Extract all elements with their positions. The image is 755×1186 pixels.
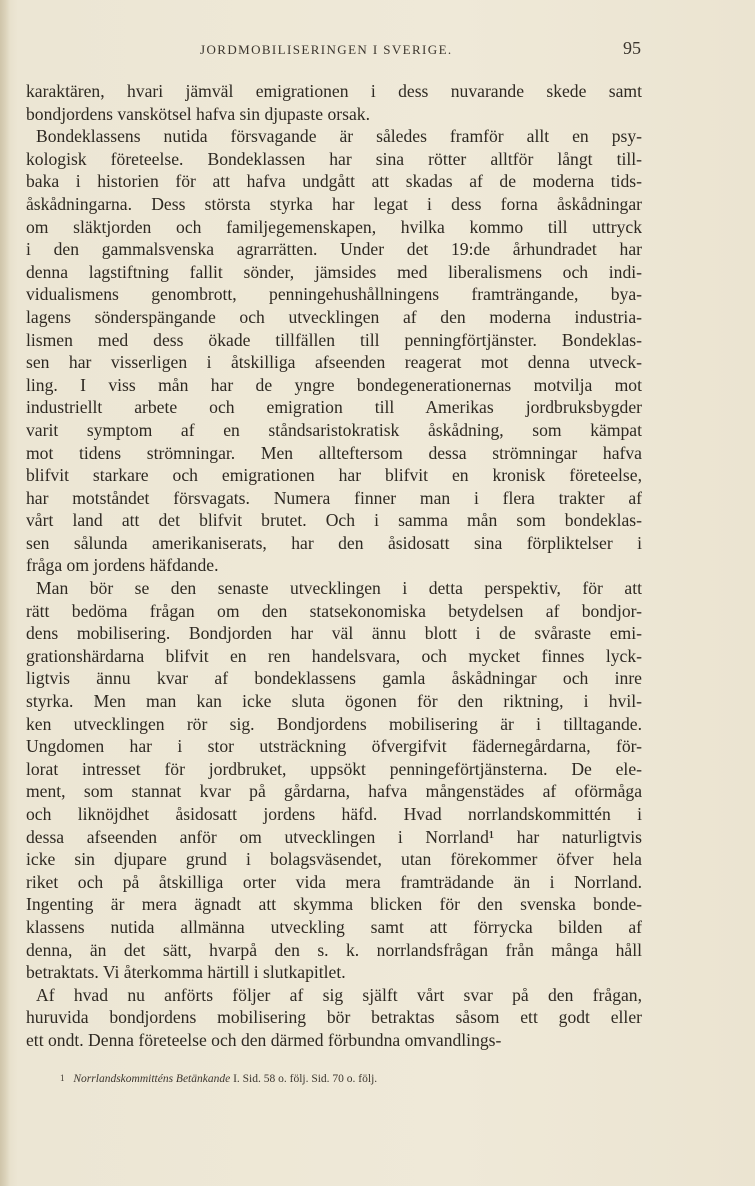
text-line: styrka. Men man kan icke sluta ögonen för den riktning, i hvil- — [26, 691, 642, 712]
text-line: om släktjorden och familjegemenskapen, hvilka kommo till uttryck — [26, 216, 642, 237]
text-line: industriellt arbete och emigration till Amerikas jordbruksbygder — [26, 397, 642, 418]
text-line: kologisk företeelse. Bondeklassen har sina rötter alltför långt till- — [26, 148, 642, 169]
text-line: åskådningarna. Dess största styrka har legat i dess forna åskådningar — [26, 193, 642, 214]
text-line: lagens sönderspängande och utvecklingen af den moderna industria- — [26, 306, 642, 327]
text-line: ling. I viss mån har de yngre bondegenerationernas motvilja mot — [26, 374, 642, 395]
text-line: bondjordens vanskötsel hafva sin djupaste orsak. — [26, 103, 370, 124]
text-line: vårt land att det blifvit brutet. Och i samma mån som bondeklas- — [26, 510, 642, 531]
text-line: vidualismens genombrott, penningehushållningens framträngande, bya- — [26, 284, 642, 305]
text-line: lorat intresset för jordbruket, uppsökt penningeförtjänsterna. De ele- — [26, 758, 642, 779]
footnote-reference: I. Sid. 58 o. följ. Sid. 70 o. följ. — [233, 1073, 378, 1085]
text-line: riket och på åtskilliga orter vida mera framträdande än i Norrland. — [26, 871, 642, 892]
text-line: Ingenting är mera ägnadt att skymma blicken för den svenska bonde- — [26, 894, 642, 915]
running-head: JORDMOBILISERINGEN I SVERIGE. — [200, 42, 453, 57]
text-line: baka i historien för att hafva undgått att skadas af de moderna tids- — [26, 171, 642, 192]
text-line: huruvida bondjordens mobilisering bör betraktas såsom ett godt eller — [26, 1007, 642, 1028]
footnote-marker: 1 — [60, 1073, 65, 1083]
text-line: och liknöjdhet åsidosatt jordens häfd. Hvad norrlandskommittén i — [26, 804, 642, 824]
text-line: i den gammalsvenska agrarrätten. Under det 19:de århundradet har — [26, 239, 642, 260]
text-line: mot tidens strömningar. Men allteftersom dessa strömningar hafva — [26, 442, 642, 463]
text-line: icke sin djupare grund i bolagsväsendet, utan förekommer öfver hela — [26, 849, 642, 870]
text-line: Af hvad nu anförts följer af sig själft vårt svar på den frågan, — [36, 984, 642, 1005]
footnote-title: Norrlandskommitténs Betänkande — [73, 1073, 231, 1085]
text-line: klassens nutida allmänna utveckling samt att förrycka bilden af — [26, 916, 642, 937]
text-line: denna lagstiftning fallit sönder, jämsides med liberalismens och indi- — [26, 261, 642, 282]
text-line: blifvit starkare och emigrationen har blifvit en kronisk företeelse, — [26, 465, 642, 486]
text-line: ett ondt. Denna företeelse och den därmed förbundna omvandlings- — [26, 1029, 502, 1050]
body-text — [26, 80, 642, 1052]
text-line: denna, än det sätt, hvarpå den s. k. norrlandsfrågan från många håll — [26, 939, 642, 960]
text-line: rätt bedöma frågan om den statsekonomiska betydelsen af bondjor- — [26, 600, 642, 621]
page-header — [0, 38, 755, 62]
text-line: karaktären, hvari jämväl emigrationen i dess nuvarande skede samt — [26, 81, 642, 101]
text-line: ligtvis ännu kvar af bondeklassens gamla åskådningar och inre — [26, 668, 642, 689]
text-line: grationshärdarna blifvit en ren handelsvara, och mycket finnes lyck- — [26, 645, 642, 666]
text-line: betraktats. Vi återkomma härtill i slutkapitlet. — [26, 962, 346, 983]
text-line: sen sålunda amerikaniserats, har den åsidosatt sina förpliktelser i — [26, 532, 642, 553]
text-line: Man bör se den senaste utvecklingen i detta perspektiv, för att — [36, 578, 642, 599]
text-line: dens mobilisering. Bondjorden har väl ännu blott i de svåraste emi- — [26, 623, 642, 644]
binding-shadow — [0, 0, 10, 1186]
text-line: dessa afseenden anför om utvecklingen i Norrland¹ har naturligtvis — [26, 826, 642, 847]
text-line: sen har visserligen i åtskilliga afseenden reagerat mot denna utveck- — [26, 352, 642, 373]
text-line: Ungdomen har i stor utsträckning öfvergifvit fädernegårdarna, för- — [26, 736, 642, 757]
text-line: fråga om jordens häfdande. — [26, 555, 219, 576]
text-line: varit symptom af en ståndsaristokratisk åskådning, som kämpat — [26, 419, 642, 440]
text-line: Bondeklassens nutida försvagande är således framför allt en psy- — [36, 126, 642, 147]
footnote — [60, 1073, 377, 1085]
text-line: lismen med dess ökade tillfällen till penningförtjänster. Bondeklas- — [26, 329, 642, 350]
text-line: ken utvecklingen rör sig. Bondjordens mobilisering är i tilltagande. — [26, 713, 642, 734]
text-line: har motståndet försvagats. Numera finner man i flera trakter af — [26, 487, 642, 508]
page-number: 95 — [623, 38, 641, 58]
text-line: ment, som stannat kvar på gårdarna, hafva mångenstädes af oförmåga — [26, 781, 642, 802]
